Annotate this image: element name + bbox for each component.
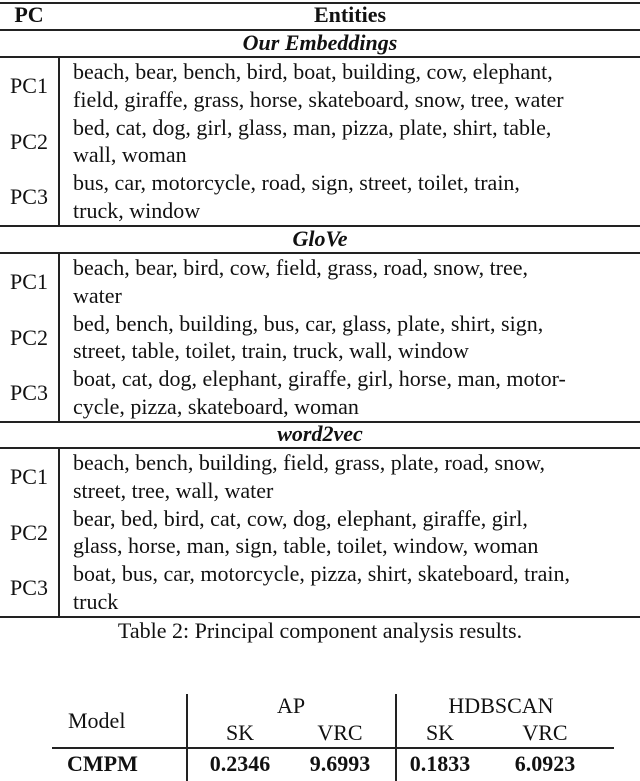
pc-label: PC1 xyxy=(10,269,48,294)
entity-line: bus, car, motorcycle, road, sign, street, toilet, train, xyxy=(73,170,520,195)
entity-line: water xyxy=(73,282,122,308)
pc-label: PC1 xyxy=(10,73,48,98)
entity-line: cycle, pizza, skateboard, woman xyxy=(73,393,359,419)
entity-line: street, tree, wall, water xyxy=(73,477,274,503)
value-ap-vrc: 9.6993 xyxy=(309,751,371,776)
model-header: Model xyxy=(68,708,126,733)
entity-line: boat, bus, car, motorcycle, pizza, shirt, skateboard, train, xyxy=(73,561,570,586)
entity-line: field, giraffe, grass, horse, skateboard, snow, tree, water xyxy=(73,86,564,112)
entity-line: truck, window xyxy=(73,197,201,223)
entity-line: boat, cat, dog, elephant, giraffe, girl, horse, man, motor- xyxy=(73,366,566,391)
pc-label: PC2 xyxy=(10,324,48,350)
entities-header: Entities xyxy=(313,2,387,27)
entity-line: bear, bed, bird, cat, cow, dog, elephant, giraffe, girl, xyxy=(73,505,528,531)
section-title: Our Embeddings xyxy=(242,30,398,55)
rule xyxy=(58,448,60,616)
table2-caption: Table 2: Principal component analysis results. xyxy=(117,618,523,643)
pc-label: PC3 xyxy=(10,184,48,209)
pc-header: PC xyxy=(14,2,44,27)
rule xyxy=(52,747,614,749)
model-name: CMPM xyxy=(67,751,138,776)
rule xyxy=(58,253,60,421)
pc-label: PC3 xyxy=(10,575,48,600)
group-header-ap: AP xyxy=(276,693,306,718)
pc-label: PC2 xyxy=(10,519,48,545)
entity-line: glass, horse, man, sign, table, toilet, window, woman xyxy=(73,533,539,558)
subheader-hdb-sk: SK xyxy=(425,720,455,745)
value-hdb-vrc: 6.0923 xyxy=(514,751,576,776)
value-hdb-sk: 0.1833 xyxy=(409,751,471,776)
group-header-hdbscan: HDBSCAN xyxy=(448,693,554,718)
entity-line: wall, woman xyxy=(73,142,187,167)
entity-line: truck xyxy=(73,588,119,614)
entity-line: street, table, toilet, train, truck, wall, window xyxy=(73,338,469,363)
rule xyxy=(58,57,60,225)
subheader-hdb-vrc: VRC xyxy=(522,720,568,745)
entity-line: bed, bench, building, bus, car, glass, plate, shirt, sign, xyxy=(73,310,544,336)
entity-line: beach, bear, bench, bird, boat, building, cow, elephant, xyxy=(73,59,553,84)
value-ap-sk: 0.2346 xyxy=(209,751,271,776)
pc-label: PC1 xyxy=(10,464,48,489)
entity-line: beach, bench, building, field, grass, plate, road, snow, xyxy=(73,450,546,475)
pc-label: PC2 xyxy=(10,128,48,154)
section-title: word2vec xyxy=(277,421,363,446)
entity-line: beach, bear, bird, cow, field, grass, road, snow, tree, xyxy=(73,255,529,280)
section-title: GloVe xyxy=(292,226,348,251)
subheader-ap-vrc: VRC xyxy=(317,720,363,745)
entity-line: bed, cat, dog, girl, glass, man, pizza, plate, shirt, table, xyxy=(73,114,552,140)
subheader-ap-sk: SK xyxy=(225,720,255,745)
pc-label: PC3 xyxy=(10,380,48,405)
